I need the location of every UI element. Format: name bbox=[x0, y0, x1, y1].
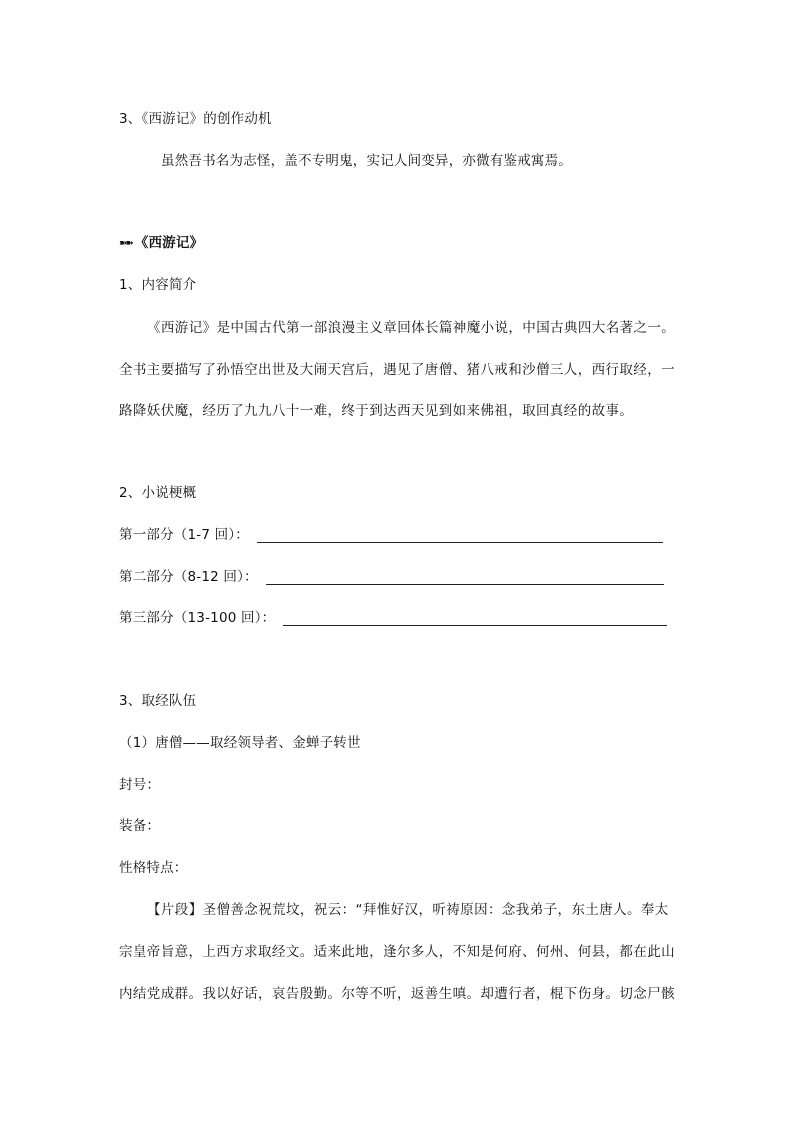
field-traits-label: 性格特点： bbox=[119, 860, 188, 876]
book-heading bbox=[119, 234, 203, 253]
outline-part-1-label: 第一部分（1-7 回）： bbox=[119, 527, 249, 543]
field-equipment-label: 装备： bbox=[119, 818, 161, 834]
excerpt-line-2: 宗皇帝旨意，上西方求取经文。适来此地，逢尔多人，不知是何府、何州、何县，都在此山 bbox=[119, 944, 675, 960]
intro-heading: 1、内容简介 bbox=[119, 277, 197, 293]
intro-line-2: 全书主要描写了孙悟空出世及大闹天宫后，遇见了唐僧、猪八戒和沙僧三人，西行取经，一 bbox=[119, 362, 675, 378]
field-title-label: 封号： bbox=[119, 777, 161, 793]
outline-part-1-blank[interactable] bbox=[257, 542, 663, 543]
outline-part-3 bbox=[119, 609, 667, 627]
excerpt-line-1: 【片段】圣僧善念祝荒坟，祝云：“拜惟好汉，听祷原因：念我弟子，东土唐人。奉太 bbox=[147, 902, 669, 918]
team-heading: 3、取经队伍 bbox=[119, 693, 197, 709]
motive-quote: 虽然吾书名为志怪，盖不专明鬼，实记人间变异，亦微有鉴戒寓焉。 bbox=[161, 153, 572, 169]
intro-line-1: 《西游记》是中国古代第一部浪漫主义章回体长篇神魔小说，中国古典四大名著之一。 bbox=[147, 320, 676, 336]
outline-part-2 bbox=[119, 568, 664, 586]
excerpt-line-3: 内结党成群。我以好话，哀告殷勤。尔等不听，返善生嗔。却遭行者，棍下伤身。切念尸骸 bbox=[119, 986, 675, 1002]
outline-part-1 bbox=[119, 526, 663, 544]
intro-line-3: 路降妖伏魔，经历了九九八十一难，终于到达西天见到如来佛祖，取回真经的故事。 bbox=[119, 403, 634, 419]
team-member-tangseng: （1）唐僧——取经领导者、金蝉子转世 bbox=[119, 735, 361, 751]
outline-part-3-label: 第三部分（13-100 回）： bbox=[119, 610, 276, 626]
double-arrow-icon: ➽➽ bbox=[119, 238, 132, 249]
motive-heading: 3、《西游记》的创作动机 bbox=[119, 111, 272, 127]
outline-part-2-blank[interactable] bbox=[266, 584, 664, 585]
outline-heading: 2、小说梗概 bbox=[119, 485, 197, 501]
book-title: 《西游记》 bbox=[134, 235, 204, 251]
outline-part-3-blank[interactable] bbox=[283, 625, 667, 626]
outline-part-2-label: 第二部分（8-12 回）： bbox=[119, 569, 258, 585]
